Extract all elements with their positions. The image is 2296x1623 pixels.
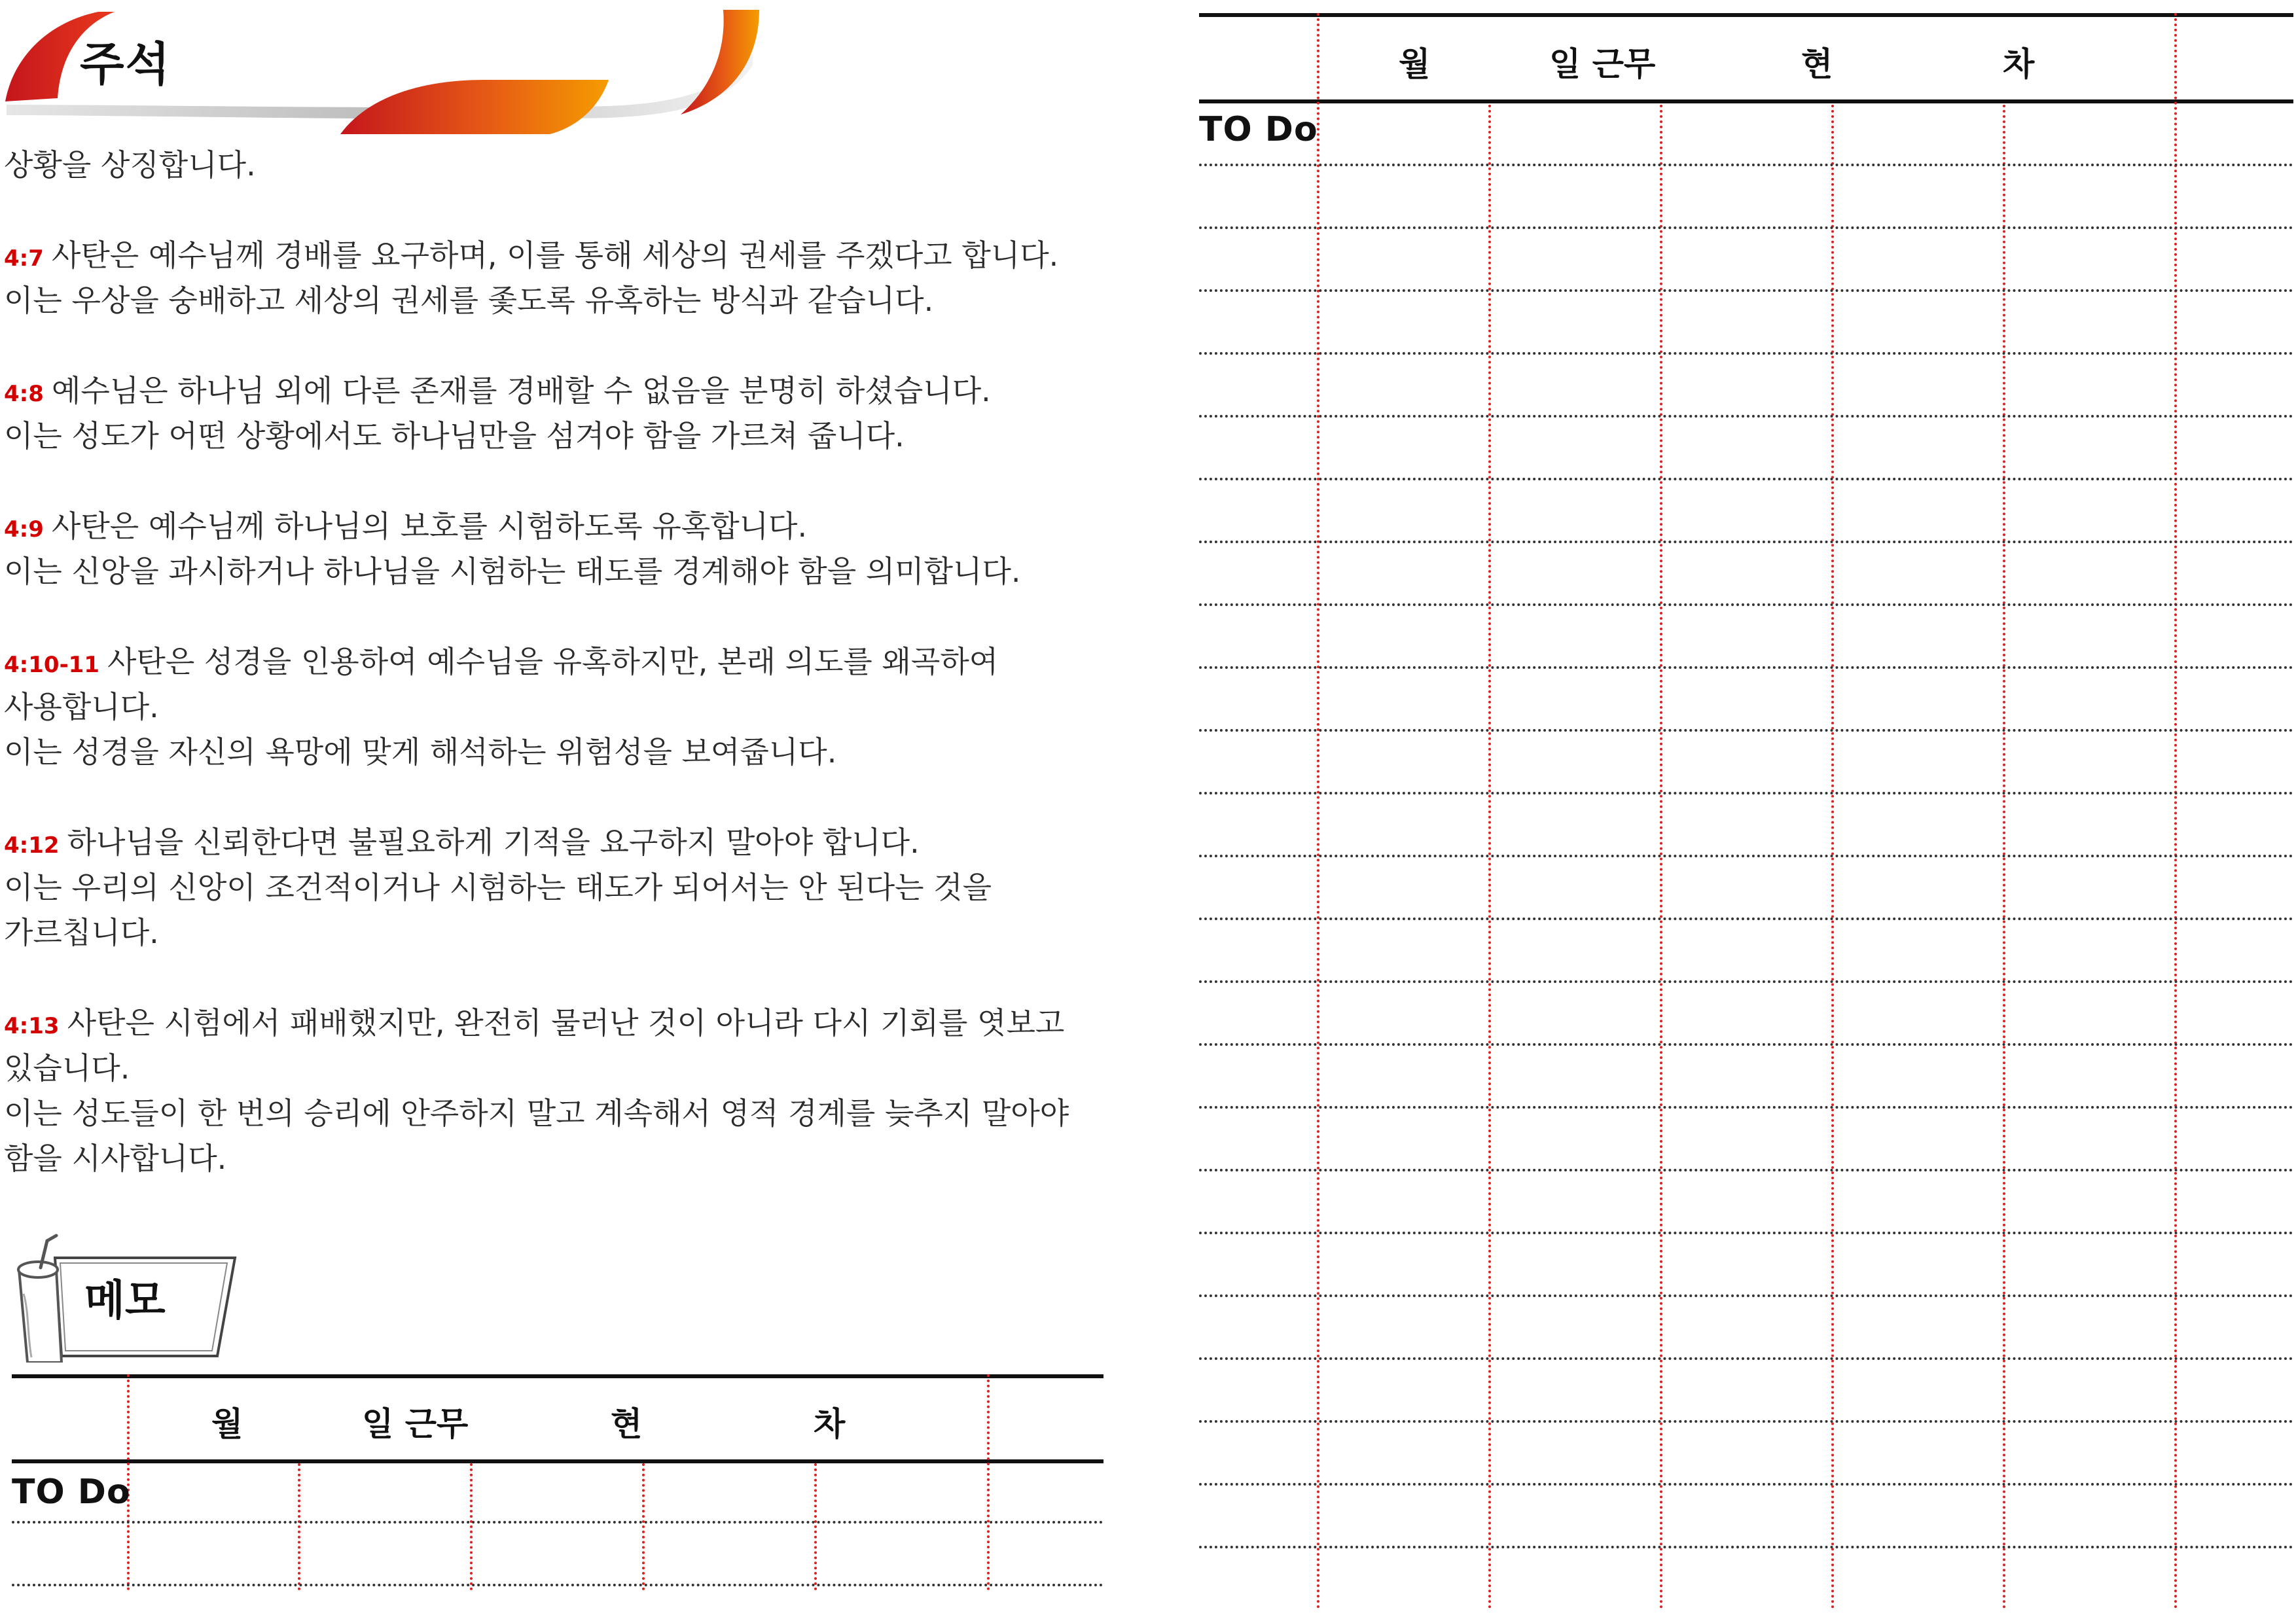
verse-text: 예수님은 하나님 외에 다른 존재를 경배할 수 없음을 분명히 하셨습니다. [51,373,991,408]
planner-row-line [1199,855,2293,857]
spacer [4,323,1117,368]
planner-row-line [1199,226,2293,229]
planner-bottom [12,1374,1103,1590]
planner-row-line [1199,478,2293,480]
spacer [4,188,1117,233]
planner-row-line [1199,1169,2293,1171]
planner-row-line [1199,980,2293,983]
verse-ref: 4:7 [4,245,44,272]
planner-row-line [1199,541,2293,543]
verse-line: 이는 성도가 어떤 상황에서도 하나님만을 섬겨야 함을 가르쳐 줍니다. [4,418,905,454]
planner-column-line [642,1463,645,1590]
header-month: 월 [1399,45,1431,83]
commentary-header [0,0,772,151]
spacer [4,955,1117,1001]
verse-line [4,504,1117,549]
planner-row-line [1199,1546,2293,1548]
planner-top-rule [12,1374,1103,1378]
planner-column-line [1317,13,1319,1610]
verse-line: 이는 우상을 숭배하고 세상의 권세를 좇도록 유혹하는 방식과 같습니다. [4,283,934,318]
verse-ref: 4:8 [4,381,44,407]
planner-row-line [1199,918,2293,920]
spacer [4,459,1117,504]
verse-line: 있습니다. [4,1050,130,1086]
planner-row-line [1199,1483,2293,1486]
planner-column-line [814,1463,817,1590]
planner-row-line [1199,1232,2293,1234]
planner-row-line [1199,1294,2293,1297]
planner-row-line [1199,164,2293,166]
planner-column-line [2003,105,2005,1610]
verse-text: 사탄은 예수님께 경배를 요구하며, 이를 통해 세상의 권세를 주겠다고 합니다. [51,238,1059,273]
verse-line [4,820,1117,865]
planner-right [1199,13,2293,1610]
verse-line: 이는 우리의 신앙이 조건적이거나 시험하는 태도가 되어서는 안 된다는 것을 [4,870,992,905]
planner-row-line [1199,352,2293,355]
memo-label: 메모 [84,1277,166,1325]
todo-label: TO Do [1199,110,1318,149]
verse-ref: 4:10-11 [4,652,99,678]
planner-row-line [1199,729,2293,732]
planner-top-rule [1199,13,2293,17]
verse-line: 가르칩니다. [4,915,159,950]
spacer [4,775,1117,820]
planner-column-line [2174,13,2177,1610]
verse-text: 하나님을 신뢰한다면 불필요하게 기적을 요구하지 말아야 합니다. [67,825,920,860]
verse-line: 사용합니다. [4,689,159,724]
planner-column-line [298,1463,300,1590]
planner-column-line [987,1374,990,1590]
verse-text: 사탄은 시험에서 패배했지만, 완전히 물러난 것이 아니라 다시 기회를 엿보고 [67,1005,1065,1041]
planner-row-line [1199,1357,2293,1360]
commentary-body [4,143,1117,1181]
verse-text: 사탄은 성경을 인용하여 예수님을 유혹하지만, 본래 의도를 왜곡하여 [107,644,999,679]
header-status: 현 [1801,45,1833,83]
verse-ref: 4:13 [4,1013,60,1039]
verse-line [4,233,1117,278]
todo-label: TO Do [12,1472,131,1512]
intro-line: 상황을 상징합니다. [4,147,256,183]
planner-row-line [12,1584,1103,1586]
header-status: 현 [611,1405,643,1443]
verse-line [4,639,1117,685]
header-title: 주석 [80,37,171,91]
verse-text: 사탄은 예수님께 하나님의 보호를 시험하도록 유혹합니다. [51,508,808,544]
header-order: 차 [2003,45,2035,83]
planner-row-line [1199,1420,2293,1423]
planner-header-rule [12,1459,1103,1463]
spacer [4,594,1117,639]
planner-header-rule [1199,99,2293,103]
planner-row-line [12,1521,1103,1524]
verse-ref: 4:12 [4,832,60,859]
verse-line: 이는 성경을 자신의 욕망에 맞게 해석하는 위험성을 보여줍니다. [4,734,837,770]
header-order: 차 [814,1405,846,1443]
memo-badge [9,1232,238,1363]
planner-column-line [1831,105,1834,1610]
verse-line [4,1001,1117,1046]
planner-row-line [1199,666,2293,669]
planner-row-line [1199,1043,2293,1046]
planner-column-line [1488,105,1491,1610]
header-day-work: 일 근무 [1549,45,1656,83]
planner-row-line [1199,792,2293,794]
header-day-work: 일 근무 [362,1405,469,1443]
planner-column-line [1660,105,1662,1610]
planner-row-line [1199,1106,2293,1109]
planner-column-line [470,1463,473,1590]
planner-row-line [1199,415,2293,418]
verse-line [4,368,1117,414]
header-month: 월 [211,1405,243,1443]
planner-row-line [1199,289,2293,292]
planner-row-line [1199,603,2293,606]
verse-line: 함을 시사합니다. [4,1141,227,1176]
verse-line: 이는 신앙을 과시하거나 하나님을 시험하는 태도를 경계해야 함을 의미합니다. [4,554,1021,589]
verse-ref: 4:9 [4,516,44,543]
verse-line: 이는 성도들이 한 번의 승리에 안주하지 말고 계속해서 영적 경계를 늦추지 말아야 [4,1096,1069,1131]
